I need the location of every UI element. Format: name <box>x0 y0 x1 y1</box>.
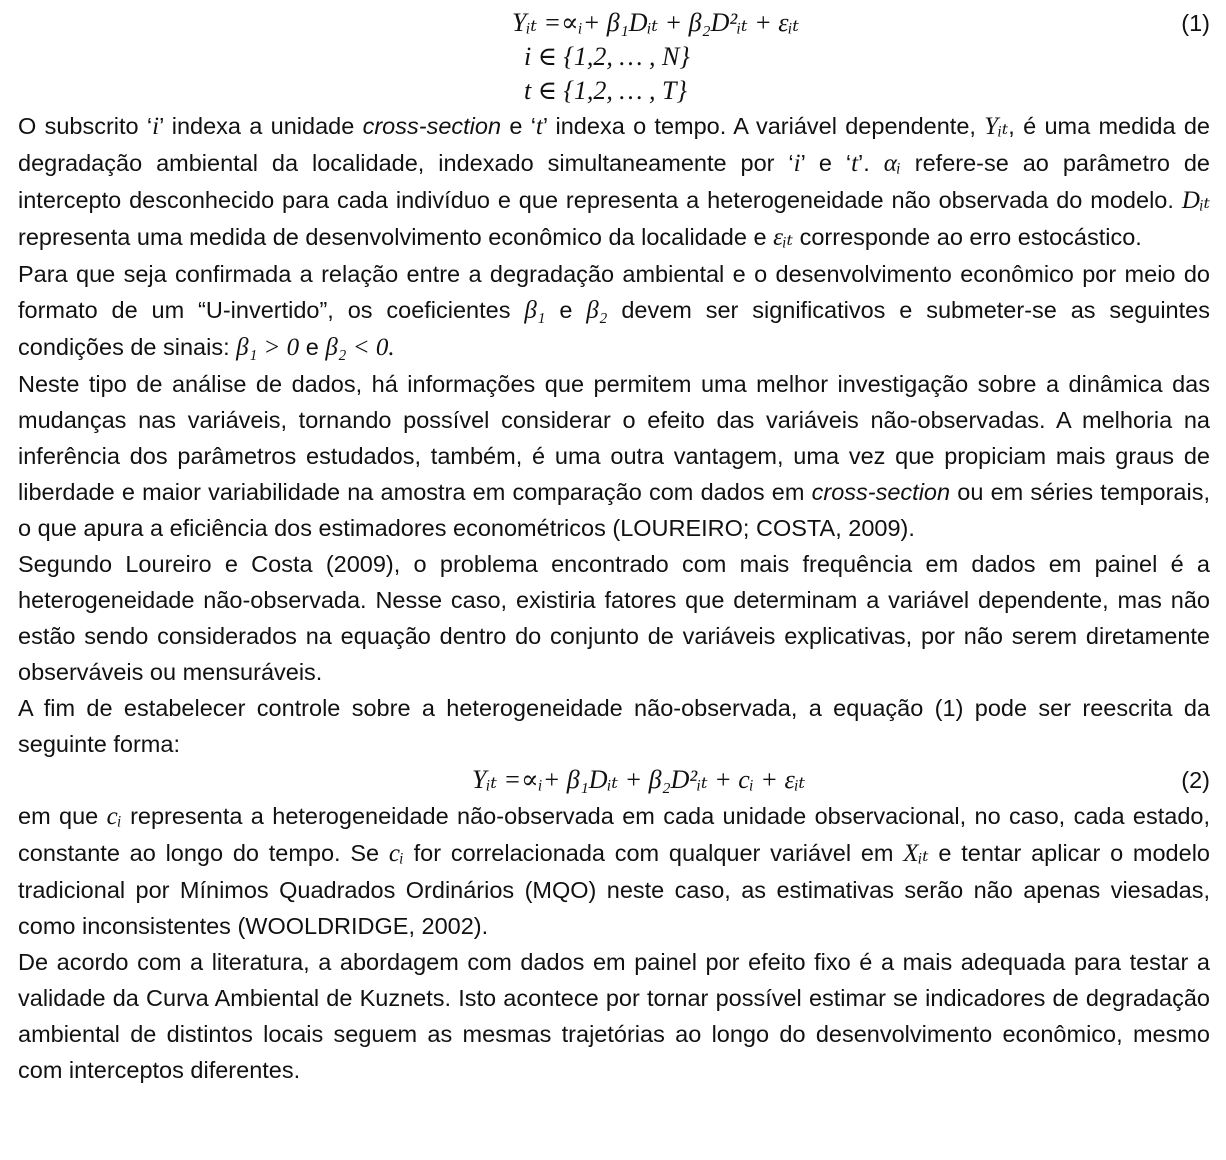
text: ’ e ‘ <box>800 150 852 176</box>
equation-1-block <box>18 6 1210 108</box>
math-condition-beta-1: β₁ > 0 <box>236 334 300 361</box>
math-t: t <box>535 113 543 140</box>
text: for correlacionada com qualquer variável em <box>403 840 904 866</box>
math-epsilon-it: εᵢₜ <box>773 224 794 251</box>
term-cross-section: cross-section <box>362 113 502 139</box>
term-cross-section: cross-section <box>811 479 951 505</box>
math-ci: cᵢ <box>388 840 404 867</box>
text: ’. <box>858 150 884 176</box>
math-Dit: Dᵢₜ <box>1181 187 1210 214</box>
equation-1-t-domain: t ∈ {1,2, … , T} <box>524 76 687 105</box>
equation-1-line <box>18 6 1210 40</box>
text: O subscrito ‘ <box>18 113 153 139</box>
text: Para que seja confirmada a relação entre a degradação ambiental e o desenvolvimento econômico por meio do formato de um “U-invertido”, os coeficientes <box>18 261 1210 323</box>
equation-1-formula: Yᵢₜ =∝ᵢ+ β₁Dᵢₜ + β₂D²ᵢₜ + εᵢₜ <box>512 8 800 37</box>
paragraph-heterogeneity: Segundo Loureiro e Costa (2009), o problema encontrado com mais frequência em dados em painel é a heterogeneidade não-observada. Nesse caso, existiria fatores que determinam a variável dependente, mas não estão sendo considerados na equação dentro do conjunto de variáveis explicativas, por não serem diretamente observáveis ou mensuráveis. <box>18 551 1210 685</box>
math-Yit: Yᵢₜ <box>984 113 1009 140</box>
math-ci: cᵢ <box>106 803 122 830</box>
text: representa uma medida de desenvolvimento econômico da localidade e <box>18 224 774 250</box>
text: ou em séries temporais, o que apura a eficiência dos estimadores econométricos (LOUREIRO; COSTA, 2009). <box>18 479 1211 541</box>
text: e <box>299 334 326 360</box>
math-condition-beta-2: β₂ < 0. <box>325 334 395 361</box>
equation-2-number: (2) <box>1181 767 1210 793</box>
math-Xit: Xᵢₜ <box>903 840 929 867</box>
paragraph-fixed-effects: De acordo com a literatura, a abordagem com dados em painel por efeito fixo é a mais adequada para testar a validade da Curva Ambiental de Kuznets. Isto acontece por tornar possível estimar se indicadores de degradação ambiental de distintos locais seguem as mesmas trajetórias ao longo do desenvolvimento econômico, mesmo com interceptos diferentes. <box>18 949 1210 1083</box>
math-beta-2: β₂ <box>586 297 608 324</box>
text: representa a heterogeneidade não-observada em cada unidade observacional, no caso, cada estado, constante ao longo do tempo. Se <box>18 803 1210 866</box>
equation-1-index-i <box>18 40 1210 74</box>
text: Neste tipo de análise de dados, há informações que permitem uma melhor investigação sobre a dinâmica das mudanças nas variáveis, tornando possível considerar o efeito das variáveis não-observadas. A melhoria na inferência dos parâmetros estudados, também, é uma outra vantagem, uma vez que propiciam mais graus de liberdade e maior variabilidade na amostra em comparação com dados em <box>18 371 1210 505</box>
paragraph-variables <box>18 108 1210 256</box>
paragraph-ci-definition <box>18 798 1210 944</box>
math-t: t <box>851 150 859 177</box>
math-i: i <box>793 150 801 177</box>
text: ’ indexa a unidade <box>159 113 363 139</box>
text: devem ser significativos e submeter-se as seguintes condições de sinais: <box>18 297 1210 360</box>
text: e ‘ <box>501 113 536 139</box>
paragraph-panel-advantages <box>18 366 1210 546</box>
paragraph-rewrite: A fim de estabelecer controle sobre a heterogeneidade não-observada, a equação (1) pode ser reescrita da seguinte forma: <box>18 695 1210 757</box>
paragraph-u-inverted <box>18 256 1210 366</box>
equation-1-i-domain: i ∈ {1,2, … , N} <box>524 42 690 71</box>
text: refere-se ao parâmetro de intercepto desconhecido para cada indivíduo e que representa a heterogeneidade não observada do modelo. <box>18 150 1210 213</box>
math-beta-1: β₁ <box>524 297 546 324</box>
equation-1-number: (1) <box>1181 10 1210 36</box>
text: e tentar aplicar o modelo tradicional por Mínimos Quadrados Ordinários (MQO) neste caso, as estimativas serão não apenas viesadas, como inconsistentes (WOOLDRIDGE, 2002). <box>18 840 1210 939</box>
text: ’ indexa o tempo. A variável dependente, <box>542 113 985 139</box>
text: e <box>545 297 587 323</box>
text: , é uma medida de degradação ambiental da localidade, indexado simultaneamente por ‘ <box>18 113 1210 176</box>
equation-1-index-t <box>18 74 1210 108</box>
equation-2-line <box>18 762 1210 798</box>
text: corresponde ao erro estocástico. <box>793 224 1142 250</box>
math-alpha-i: αᵢ <box>883 150 901 177</box>
math-i: i <box>152 113 160 140</box>
equation-2-formula: Yᵢₜ =∝ᵢ+ β₁Dᵢₜ + β₂D²ᵢₜ + cᵢ + εᵢₜ <box>472 765 806 794</box>
text: em que <box>18 803 107 829</box>
